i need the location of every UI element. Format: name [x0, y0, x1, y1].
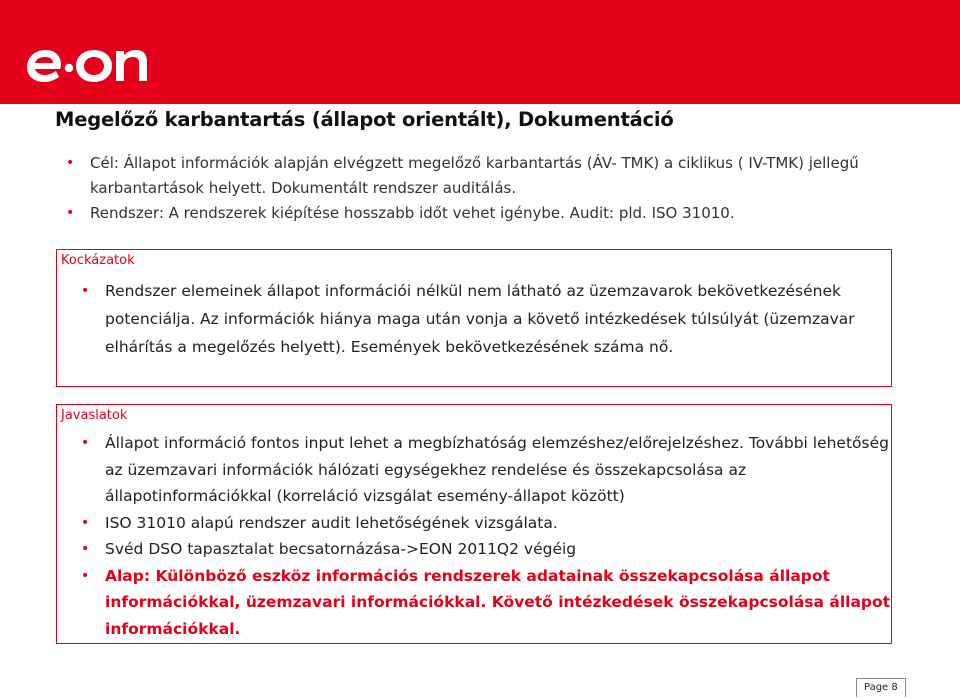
- risks-list: [81, 277, 881, 361]
- intro-item: [58, 151, 918, 201]
- risks-label: Kockázatok: [61, 253, 135, 268]
- risk-item-text: Rendszer elemeinek állapot információi nélkül nem látható az üzemzavarok bekövetkezésének potenciálja. Az információk hiánya maga után vonja a követő intézkedések túlsúlyát (üzemzavar elhárítás a megelőzés helyett). Események bekövetkezésének száma nő.: [105, 282, 855, 356]
- intro-item-text: Rendszer: A rendszerek kiépítése hosszabb időt vehet igénybe. Audit: pld. ISO 31010.: [90, 204, 735, 222]
- bullet-icon: •: [66, 155, 75, 171]
- recommendations-box: [56, 404, 892, 644]
- bullet-icon: •: [81, 435, 90, 451]
- intro-list: [58, 151, 918, 226]
- recommendation-item: [81, 430, 891, 510]
- page-number: Page 8: [864, 682, 898, 693]
- eon-logo: [24, 40, 149, 86]
- recommendation-item-text: Svéd DSO tapasztalat becsatornázása->EON 2011Q2 végéig: [105, 540, 577, 558]
- page-title: Megelőző karbantartás (állapot orientált), Dokumentáció: [55, 108, 674, 131]
- bullet-icon: •: [81, 567, 90, 584]
- recommendations-label: Javaslatok: [61, 408, 128, 423]
- bullet-icon: •: [81, 283, 90, 299]
- bullet-icon: •: [81, 514, 90, 531]
- recommendation-item-text: Állapot információ fontos input lehet a megbízhatóság elemzéshez/előrejelzéshez. További lehetőség az üzemzavari információk hálózati egységekhez rendelése és összekapcsolása az állapotinformációkkal (korreláció vizsgálat esemény-állapot között): [105, 434, 889, 505]
- recommendations-list: [81, 430, 891, 642]
- recommendation-item: [81, 510, 891, 537]
- recommendation-item-text: ISO 31010 alapú rendszer audit lehetőségének vizsgálata.: [105, 513, 558, 532]
- risk-item: [81, 277, 881, 361]
- intro-item-text: Cél: Állapot információk alapján elvégzett megelőző karbantartás (ÁV- TMK) a ciklikus ( IV-TMK) jellegű karbantartások helyett. Dokumentált rendszer auditálás.: [90, 154, 859, 197]
- recommendation-item-text: Alap: Különböző eszköz információs rendszerek adatainak összekapcsolása állapot információkkal, üzemzavari információkkal. Követő intézkedések összekapcsolása állapot információkkal.: [105, 566, 891, 638]
- bullet-icon: •: [66, 205, 75, 221]
- intro-item: [58, 201, 918, 226]
- recommendation-item: [81, 536, 891, 563]
- bullet-icon: •: [81, 541, 90, 557]
- recommendation-item-highlight: [81, 563, 891, 643]
- brand-header-bar: [0, 0, 960, 104]
- risks-box: [56, 249, 892, 387]
